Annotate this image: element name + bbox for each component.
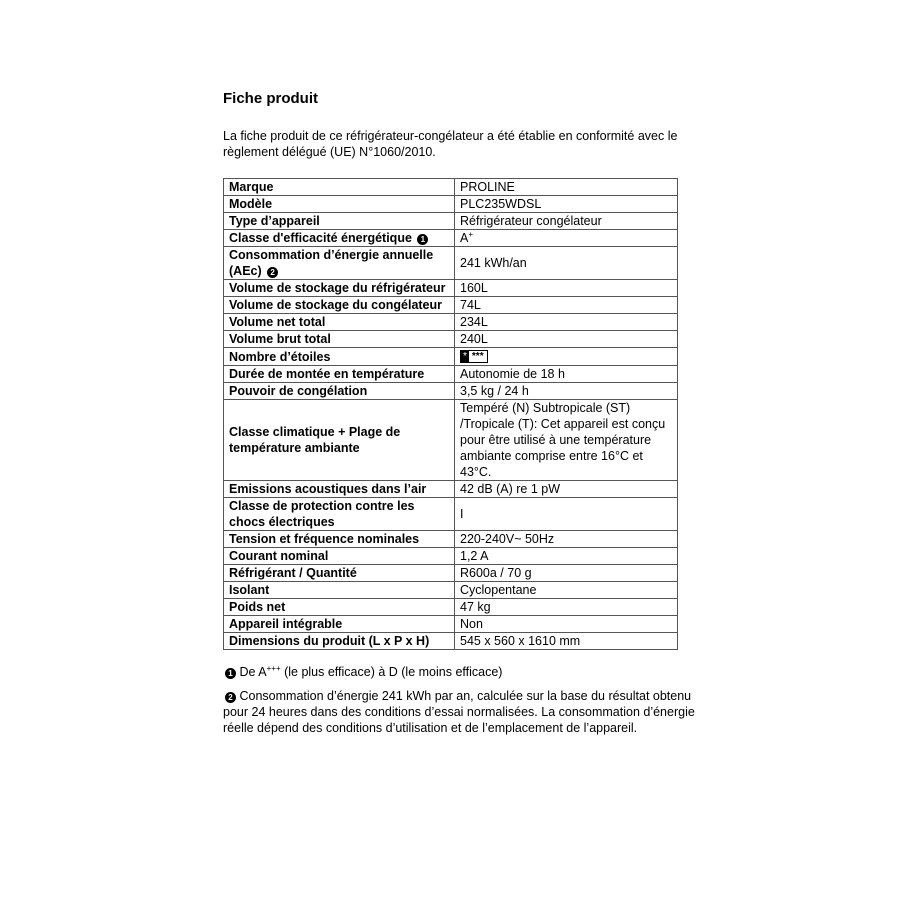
footnote-marker: 2 xyxy=(225,692,236,703)
spec-value xyxy=(455,599,678,616)
spec-value-text: 160L xyxy=(460,281,488,295)
spec-label xyxy=(224,599,455,616)
spec-label xyxy=(224,383,455,400)
table-row xyxy=(224,582,678,599)
page-title: Fiche produit xyxy=(223,90,318,107)
spec-table xyxy=(223,178,678,650)
spec-label-text: Volume de stockage du réfrigérateur xyxy=(229,281,446,295)
spec-label xyxy=(224,366,455,383)
spec-value xyxy=(455,230,678,247)
footnotes xyxy=(223,664,703,744)
value-superscript: + xyxy=(468,229,474,239)
spec-value xyxy=(455,616,678,633)
spec-value xyxy=(455,366,678,383)
table-row xyxy=(224,314,678,331)
table-row xyxy=(224,565,678,582)
spec-value-text: 74L xyxy=(460,298,481,312)
spec-label xyxy=(224,179,455,196)
spec-value-text: 42 dB (A) re 1 pW xyxy=(460,482,561,497)
table-row xyxy=(224,548,678,565)
spec-label xyxy=(224,196,455,213)
spec-label xyxy=(224,331,455,348)
spec-value xyxy=(455,314,678,331)
spec-label xyxy=(224,633,455,650)
footnote-marker: 1 xyxy=(417,234,428,245)
table-row xyxy=(224,400,678,481)
footnote-marker: 2 xyxy=(267,267,278,278)
spec-label-text: Volume de stockage du congélateur xyxy=(229,298,443,312)
spec-value-text: PLC235WDSL xyxy=(460,197,542,211)
table-row xyxy=(224,481,678,498)
spec-value xyxy=(455,280,678,297)
spec-label-text: Nombre d’étoiles xyxy=(229,349,331,364)
spec-label xyxy=(224,213,455,230)
spec-value-text: Autonomie de 18 h xyxy=(460,367,565,382)
spec-label xyxy=(224,582,455,599)
intro-paragraph: La fiche produit de ce réfrigérateur-congélateur a été établie en conformité avec le règlement délégué (UE) N°1060/2010. xyxy=(223,129,678,159)
table-row xyxy=(224,599,678,616)
spec-value-text: Réfrigérateur congélateur xyxy=(460,214,602,228)
footnote-text-after: (le plus efficace) à D (le moins efficace) xyxy=(280,665,503,679)
spec-value-text: 240L xyxy=(460,332,488,346)
table-row xyxy=(224,383,678,400)
spec-label-text: Réfrigérant / Quantité xyxy=(229,566,357,581)
table-row xyxy=(224,280,678,297)
spec-value-text: A xyxy=(460,231,469,245)
spec-label-text: Pouvoir de congélation xyxy=(229,384,368,399)
spec-label-text: Dimensions du produit (L x P x H) xyxy=(229,634,430,649)
spec-label-text: Courant nominal xyxy=(229,549,329,564)
spec-label xyxy=(224,247,455,280)
spec-label-text: Appareil intégrable xyxy=(229,617,343,632)
spec-value-text: 545 x 560 x 1610 mm xyxy=(460,634,581,649)
spec-label xyxy=(224,565,455,582)
spec-label-text: Classe climatique + Plage de température ambiante xyxy=(229,425,401,456)
table-row xyxy=(224,331,678,348)
table-row xyxy=(224,531,678,548)
table-row xyxy=(224,247,678,280)
spec-label xyxy=(224,481,455,498)
table-row xyxy=(224,213,678,230)
spec-value-text: Non xyxy=(460,617,483,632)
table-row xyxy=(224,230,678,247)
spec-label xyxy=(224,400,455,481)
spec-value xyxy=(455,565,678,582)
spec-label xyxy=(224,498,455,531)
spec-value xyxy=(455,247,678,280)
spec-label xyxy=(224,616,455,633)
table-row xyxy=(224,616,678,633)
star-rest: *** xyxy=(471,351,484,363)
spec-value-text: I xyxy=(460,507,464,522)
spec-value xyxy=(455,331,678,348)
spec-value-text: 234L xyxy=(460,315,488,329)
spec-label-text: Poids net xyxy=(229,600,286,615)
spec-value-text: Cyclopentane xyxy=(460,583,537,598)
spec-label xyxy=(224,297,455,314)
footnote-text: Consommation d’énergie 241 kWh par an, calculée sur la base du résultat obtenu pour 24 heures dans des conditions d’essai normalisées. La consommation d’énergie réelle dépend des conditions d’utilisation et de l’emplacement de l’appareil. xyxy=(223,689,695,735)
spec-label-text: Marque xyxy=(229,180,274,194)
footnote xyxy=(223,664,703,680)
table-row xyxy=(224,179,678,196)
footnote-superscript: +++ xyxy=(266,663,281,673)
spec-label xyxy=(224,230,455,247)
table-row xyxy=(224,366,678,383)
spec-value-text: 241 kWh/an xyxy=(460,256,527,270)
spec-label-text: Consommation d’énergie annuelle (AEc) xyxy=(229,248,434,278)
spec-value xyxy=(455,531,678,548)
spec-label xyxy=(224,280,455,297)
star-first: * xyxy=(463,351,467,363)
spec-label xyxy=(224,348,455,366)
spec-label-text: Tension et fréquence nominales xyxy=(229,532,420,547)
table-row xyxy=(224,498,678,531)
spec-value-text: 220-240V~ 50Hz xyxy=(460,532,555,547)
spec-value-text: 3,5 kg / 24 h xyxy=(460,384,529,399)
spec-value xyxy=(455,481,678,498)
spec-value-text: 47 kg xyxy=(460,600,491,615)
spec-value-text: 1,2 A xyxy=(460,549,489,564)
spec-label-text: Isolant xyxy=(229,583,270,598)
spec-label-text: Emissions acoustiques dans l’air xyxy=(229,482,427,497)
spec-label-text: Modèle xyxy=(229,197,273,211)
spec-value xyxy=(455,633,678,650)
spec-value-text: R600a / 70 g xyxy=(460,566,532,581)
freezer-stars-icon xyxy=(460,350,488,363)
spec-label-text: Classe de protection contre les chocs électriques xyxy=(229,499,415,530)
spec-label xyxy=(224,548,455,565)
table-row xyxy=(224,348,678,366)
spec-value xyxy=(455,498,678,531)
table-row xyxy=(224,297,678,314)
footnote-text: De A xyxy=(239,665,267,679)
footnote xyxy=(223,688,703,736)
spec-value xyxy=(455,383,678,400)
spec-value-text: Tempéré (N) Subtropicale (ST) /Tropicale (T): Cet appareil est conçu pour être utilisé à une température ambiante comprise entre 16°C et 43°C. xyxy=(460,401,666,480)
footnote-marker: 1 xyxy=(225,668,236,679)
spec-value xyxy=(455,297,678,314)
table-row xyxy=(224,633,678,650)
table-row xyxy=(224,196,678,213)
spec-label xyxy=(224,531,455,548)
spec-value xyxy=(455,348,678,366)
spec-value-text: PROLINE xyxy=(460,180,515,194)
spec-value xyxy=(455,400,678,481)
spec-label-text: Durée de montée en température xyxy=(229,367,425,382)
spec-value xyxy=(455,196,678,213)
spec-label-text: Classe d'efficacité énergétique xyxy=(229,231,412,245)
spec-value xyxy=(455,179,678,196)
spec-value xyxy=(455,213,678,230)
spec-label-text: Type d’appareil xyxy=(229,214,320,228)
spec-label xyxy=(224,314,455,331)
spec-value xyxy=(455,582,678,599)
spec-label-text: Volume net total xyxy=(229,315,326,329)
spec-value xyxy=(455,548,678,565)
spec-label-text: Volume brut total xyxy=(229,332,331,346)
